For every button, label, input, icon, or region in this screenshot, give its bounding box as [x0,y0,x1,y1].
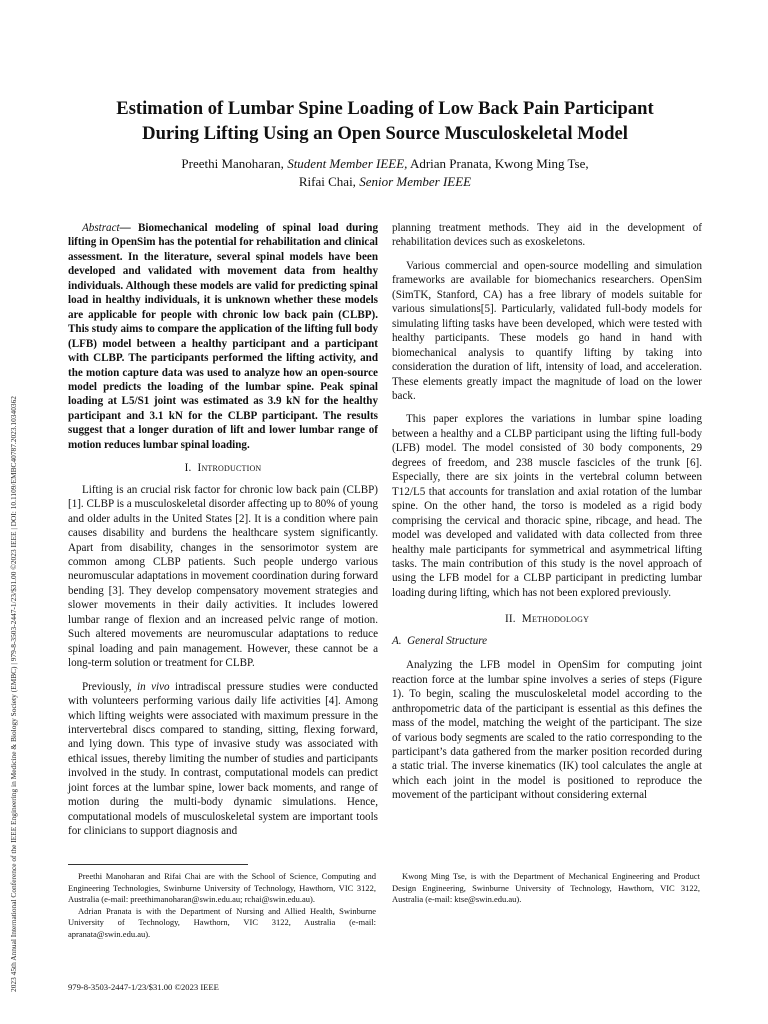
author-1: Preethi Manoharan, [181,156,288,171]
author-1-role: Student Member IEEE, [287,156,408,171]
footnote-affiliation-1: Preethi Manoharan and Rifai Chai are with the School of Science, Computing and Engineering Technologies, Swinburne University of Technology, Hawthorn, VIC 3122, Australia (e-mail: preethimanoharan@swin.edu.au; rchai@swin.edu.au). [68,871,376,905]
section-heading-methodology [392,612,702,626]
paper-title [60,96,710,146]
left-column [68,221,378,839]
section-number: II. [504,613,516,626]
footnotes-right [392,871,700,906]
abstract [68,221,378,452]
author-4-role: Senior Member IEEE [359,174,472,189]
subsection-title: General Structure [407,634,488,647]
subsection-heading-general-structure [392,634,702,648]
footnote-affiliation-3: Kwong Ming Tse, is with the Department of Mechanical Engineering and Product Design Engineering, Swinburne University of Technology, Hawthorn, VIC 3122, Australia (e-mail: ktse@swin.edu.au). [392,871,700,905]
abstract-label: Abstract [82,222,120,234]
title-line-1: Estimation of Lumbar Spine Loading of Low Back Pain Participant [116,98,654,119]
abstract-text: — Biomechanical modeling of spinal load during lifting in OpenSim has the potential for rehabilitation and clinical assessment. In the literature, several spinal models have been developed and validated with movement data from healthy individuals. Although these models are valid for predicting spinal load in healthy individuals, it is unknown whether these models are applicable for people with chronic low back pain (CLBP). This study aims to compare the application of the lifting full body (LFB) model between a healthy participant and a participant with CLBP. The participants performed the lifting activity, and the motion capture data was used to analyze how an open-source model predicts the loading of the lumbar spine. Peak spinal loading at L5/S1 joint was estimated as 3.9 kN for the healthy participant and 3.1 kN for the CLBP participant. The results suggest that a longer duration of lift and lower lumbar range of motion reduces lumbar spinal loading. [68,222,378,451]
italic-term: in vivo [136,680,170,693]
doi-sidebar: 2023 45th Annual International Conference of the IEEE Engineering in Medicine & Biology Society (EMBC) | 979-8-3503-2447-1/23/$31.00 ©2023 IEEE | DOI: 10.1109/EMBC40787.2023.10340362 [9,396,18,992]
right-paragraph-4: Analyzing the LFB model in OpenSim for computing joint reaction force at the lumbar spine involves a series of steps (Figure 1). To begin, scaling the musculoskeletal model according to the anthropometric data of the participant is essential as this defines the mass of the model, matching the weight of the participant. The size of various body segments are scaled to the ratio corresponding to the participant’s data gathered from the marker position recorded during a static trial. The inverse kinematics (IK) tool calculates the angle at which each joint in the model is positioned to reproduce the movement of the participant without considering external [392,659,702,802]
section-title: Introduction [197,462,262,475]
footnote-affiliation-2: Adrian Pranata is with the Department of Nursing and Allied Health, Swinburne University of Technology, Hawthorn, VIC 3122, Australia (e-mail: apranata@swin.edu.au). [68,905,376,939]
footnote-rule [68,864,248,865]
text-run: Previously, [82,680,137,693]
intro-paragraph-1: Lifting is an crucial risk factor for chronic low back pain (CLBP) [1]. CLBP is a musculoskeletal disorder affecting up to 80% of young and older adults in the United States [2]. It is a condition where pain causes disability and burdens the healthcare system significantly. Apart from disability, changes in the sensorimotor system are common among CLBP patients. Such people undergo various neuromuscular adaptations in movement coordination during forward bending [3]. They develop compensatory movement strategies and slower movements in their daily activities. It includes lowered lumbar range of flexion and an increased pelvic range of motion. Such altered movements are neuromuscular adaptations to reduce spinal loading and pain management. However, these cannot be a long-term solution or treatment for CLBP. [68,483,378,670]
right-paragraph-3: This paper explores the variations in lumbar spine loading between a healthy and a CLBP participant using the lifting full-body (LFB) model. The model consisted of 30 body components, 29 degrees of freedom, and 238 muscle fascicles of the trunk [6]. Especially, there are six joints in the vertebral column between T12/L5 that accounts for translation and axial rotation of the lumbar spine. On the other hand, the torso is modeled as a rigid body comprising the cervical and thoracic spine, ribcage, and head. The model was developed and validated with data collected from three healthy male participants for symmetrical and asymmetrical lifting tasks. The main contribution of this study is the novel approach of using the LFB model for a CLBP participant in predicting lumbar loading during lifting, which has not been explored previously. [392,413,702,599]
right-paragraph-2: Various commercial and open-source modelling and simulation frameworks are available for biomechanics researchers. OpenSim (SimTK, Stanford, CA) has a free library of models suitable for various simulations[5]. Particularly, validated full-body models for simulating lifting tasks have been developed, which were tested with healthy participants. These models go hand in hand with biomechanical analysis to quantify lifting by taking into consideration the duration of lift, intensity of load, and acceleration. These elements greatly impact the magnitude of load on the lower back. [392,259,702,402]
author-2-3: Adrian Pranata, Kwong Ming Tse, [407,156,589,171]
section-heading-introduction [68,461,378,475]
section-title: Methodology [521,613,590,626]
author-4: Rifai Chai, [298,174,360,189]
author-list [60,155,710,191]
page-footer: 979-8-3503-2447-1/23/$31.00 ©2023 IEEE [68,982,219,992]
right-column [392,221,702,803]
footnotes-left [68,871,376,941]
title-line-2: During Lifting Using an Open Source Musculoskeletal Model [142,123,628,144]
text-run: intradiscal pressure studies were conducted with volunteers performing various daily life activities [4]. Among which lifting weights were associated with maximum pressure in the intervertebral discs compared to standing, sitting, flexing forward, and lying down. This type of invasive study was associated with ethical issues, thereby limiting the number of studies and participants involved in the study. In contrast, computational models can predict joint forces at the lumbar spine, lower back moments, and range of motion during the multi-body dynamic simulations. Hence, computational models of musculoskeletal system are important tools for clinicians to support diagnosis and [68,680,378,838]
right-paragraph-1: planning treatment methods. They aid in the development of rehabilitation devices such as exoskeletons. [392,222,702,249]
subsection-number: A. [392,634,402,647]
intro-paragraph-2 [68,680,378,839]
section-number: I. [184,462,192,475]
